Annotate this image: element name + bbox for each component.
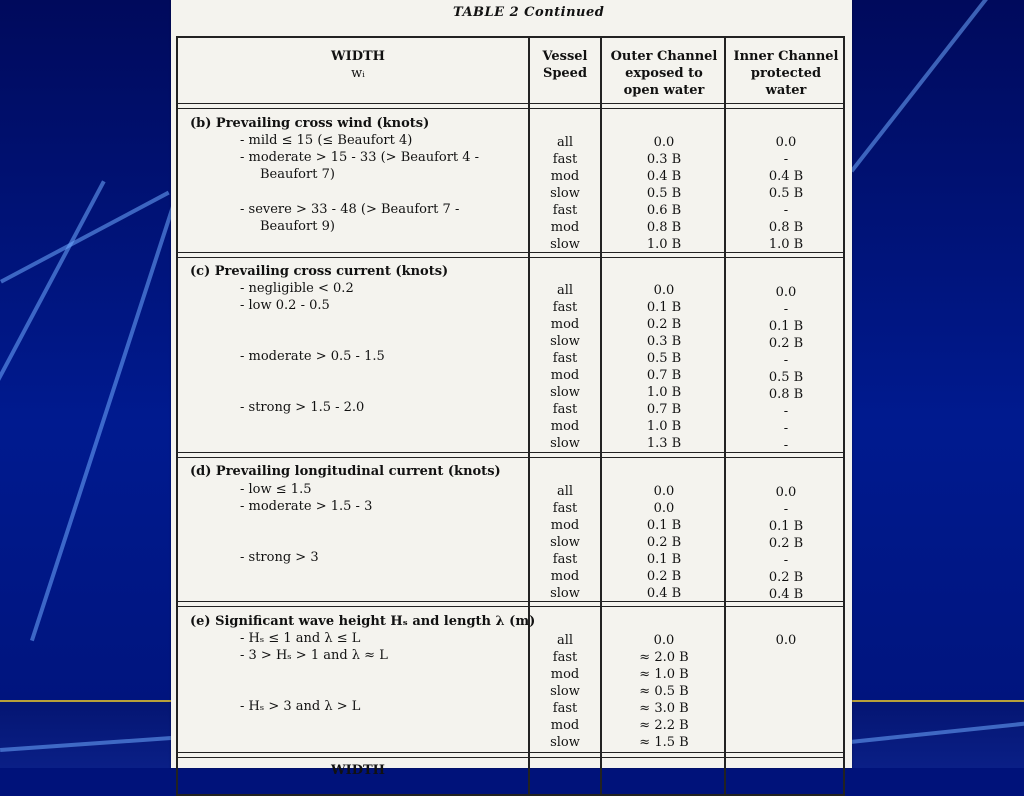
- outer-cell: 0.3 B: [646, 152, 682, 167]
- outer-cell: 0.0: [653, 283, 675, 298]
- outer-cell: 1.0 B: [646, 419, 682, 434]
- inner-cell: -: [783, 421, 789, 436]
- section-title: (c) Prevailing cross current (knots): [190, 264, 449, 279]
- inner-cell: 0.2 B: [768, 536, 804, 551]
- inner-cell: 0.4 B: [768, 587, 804, 602]
- condition-item: - 3 > Hₛ > 1 and λ ≈ L: [240, 648, 388, 663]
- next-header-partial: WIDTH: [331, 763, 385, 778]
- section-title: (e) Significant wave height Hₛ and length λ (m): [190, 614, 536, 629]
- speed-cell: slow: [550, 436, 580, 451]
- col-header-outer-line2: exposed to: [625, 66, 703, 81]
- outer-cell: 1.0 B: [646, 237, 682, 252]
- outer-cell: ≈ 1.0 B: [639, 667, 689, 682]
- inner-cell: -: [783, 502, 789, 517]
- speed-cell: fast: [552, 402, 578, 417]
- speed-cell: slow: [550, 186, 580, 201]
- outer-cell: 0.7 B: [646, 368, 682, 383]
- inner-cell: 0.1 B: [768, 319, 804, 334]
- speed-cell: mod: [550, 368, 580, 383]
- outer-cell: ≈ 2.0 B: [639, 650, 689, 665]
- col-header-width-sub: wᵢ: [351, 66, 365, 81]
- col-header-outer-line3: open water: [623, 83, 705, 98]
- condition-item: - moderate > 15 - 33 (> Beaufort 4 -: [240, 150, 480, 165]
- speed-cell: slow: [550, 535, 580, 550]
- inner-cell: -: [783, 302, 789, 317]
- col-header-speed-line1: Vessel: [542, 49, 588, 64]
- speed-cell: slow: [550, 586, 580, 601]
- speed-cell: fast: [552, 152, 578, 167]
- outer-cell: 1.3 B: [646, 436, 682, 451]
- speed-cell: fast: [552, 701, 578, 716]
- table-caption: TABLE 2 Continued: [453, 5, 605, 20]
- condition-item: - negligible < 0.2: [240, 281, 354, 296]
- outer-cell: 0.4 B: [646, 169, 682, 184]
- outer-cell: 0.6 B: [646, 203, 682, 218]
- speed-cell: slow: [550, 385, 580, 400]
- section-title: (b) Prevailing cross wind (knots): [190, 116, 430, 131]
- condition-item: - low ≤ 1.5: [240, 482, 312, 497]
- outer-cell: ≈ 2.2 B: [639, 718, 689, 733]
- col-header-outer-line1: Outer Channel: [610, 49, 718, 64]
- condition-item: - low 0.2 - 0.5: [240, 298, 330, 313]
- inner-cell: 0.4 B: [768, 169, 804, 184]
- data-table: [176, 36, 845, 796]
- outer-cell: 0.4 B: [646, 586, 682, 601]
- row-divider: [178, 752, 843, 758]
- outer-cell: 0.0: [653, 501, 675, 516]
- outer-cell: ≈ 3.0 B: [639, 701, 689, 716]
- inner-cell: 1.0 B: [768, 237, 804, 252]
- outer-cell: 0.2 B: [646, 569, 682, 584]
- speed-cell: slow: [550, 237, 580, 252]
- speed-cell: slow: [550, 334, 580, 349]
- speed-cell: fast: [552, 351, 578, 366]
- inner-cell: -: [783, 553, 789, 568]
- speed-cell: all: [556, 283, 574, 298]
- speed-cell: mod: [550, 419, 580, 434]
- condition-item: - severe > 33 - 48 (> Beaufort 7 -: [240, 202, 460, 217]
- condition-item: - moderate > 0.5 - 1.5: [240, 349, 385, 364]
- section-title: (d) Prevailing longitudinal current (knots): [190, 464, 501, 479]
- outer-cell: 1.0 B: [646, 385, 682, 400]
- outer-cell: 0.0: [653, 484, 675, 499]
- condition-item: Beaufort 7): [260, 167, 335, 182]
- col-header-width-label: WIDTH: [331, 49, 385, 64]
- speed-cell: mod: [550, 169, 580, 184]
- speed-cell: mod: [550, 667, 580, 682]
- outer-cell: 0.7 B: [646, 402, 682, 417]
- condition-item: - strong > 1.5 - 2.0: [240, 400, 365, 415]
- col-header-inner-line2: protected: [750, 66, 822, 81]
- outer-cell: 0.5 B: [646, 186, 682, 201]
- speed-cell: fast: [552, 203, 578, 218]
- speed-cell: mod: [550, 569, 580, 584]
- outer-cell: ≈ 1.5 B: [639, 735, 689, 750]
- condition-item: - Hₛ ≤ 1 and λ ≤ L: [240, 631, 361, 646]
- inner-cell: -: [783, 438, 789, 453]
- scanned-document-page: [171, 0, 852, 778]
- inner-cell: 0.1 B: [768, 519, 804, 534]
- outer-cell: 0.0: [653, 135, 675, 150]
- outer-cell: 0.2 B: [646, 535, 682, 550]
- col-header-inner: [726, 48, 846, 99]
- speed-cell: fast: [552, 650, 578, 665]
- condition-item: - moderate > 1.5 - 3: [240, 499, 373, 514]
- col-header-speed: [530, 48, 600, 82]
- col-header-inner-line1: Inner Channel: [733, 49, 839, 64]
- speed-cell: slow: [550, 735, 580, 750]
- speed-cell: all: [556, 633, 574, 648]
- outer-cell: 0.2 B: [646, 317, 682, 332]
- speed-cell: fast: [552, 501, 578, 516]
- inner-cell: -: [783, 353, 789, 368]
- col-header-inner-line3: water: [765, 83, 807, 98]
- inner-cell: 0.0: [775, 285, 797, 300]
- speed-cell: mod: [550, 220, 580, 235]
- inner-cell: -: [783, 152, 789, 167]
- speed-cell: mod: [550, 518, 580, 533]
- condition-item: - Hₛ > 3 and λ > L: [240, 699, 361, 714]
- inner-cell: -: [783, 203, 789, 218]
- outer-cell: 0.5 B: [646, 351, 682, 366]
- inner-cell: 0.8 B: [768, 220, 804, 235]
- col-header-width: [308, 48, 408, 82]
- outer-cell: 0.1 B: [646, 300, 682, 315]
- speed-cell: all: [556, 484, 574, 499]
- condition-item: - mild ≤ 15 (≤ Beaufort 4): [240, 133, 413, 148]
- inner-cell: -: [783, 404, 789, 419]
- row-divider: [178, 103, 843, 109]
- inner-cell: 0.2 B: [768, 570, 804, 585]
- speed-cell: fast: [552, 300, 578, 315]
- inner-cell: 0.8 B: [768, 387, 804, 402]
- condition-item: Beaufort 9): [260, 219, 335, 234]
- inner-cell: 0.0: [775, 485, 797, 500]
- speed-cell: mod: [550, 317, 580, 332]
- inner-cell: 0.5 B: [768, 370, 804, 385]
- col-header-speed-line2: Speed: [542, 66, 588, 81]
- speed-cell: mod: [550, 718, 580, 733]
- speed-cell: fast: [552, 552, 578, 567]
- col-header-outer: [602, 48, 726, 99]
- outer-cell: 0.0: [653, 633, 675, 648]
- inner-cell: 0.5 B: [768, 186, 804, 201]
- outer-cell: 0.8 B: [646, 220, 682, 235]
- inner-cell: 0.0: [775, 633, 797, 648]
- outer-cell: 0.1 B: [646, 518, 682, 533]
- outer-cell: ≈ 0.5 B: [639, 684, 689, 699]
- condition-item: - strong > 3: [240, 550, 319, 565]
- inner-cell: 0.0: [775, 135, 797, 150]
- outer-cell: 0.1 B: [646, 552, 682, 567]
- speed-cell: slow: [550, 684, 580, 699]
- outer-cell: 0.3 B: [646, 334, 682, 349]
- speed-cell: all: [556, 135, 574, 150]
- inner-cell: 0.2 B: [768, 336, 804, 351]
